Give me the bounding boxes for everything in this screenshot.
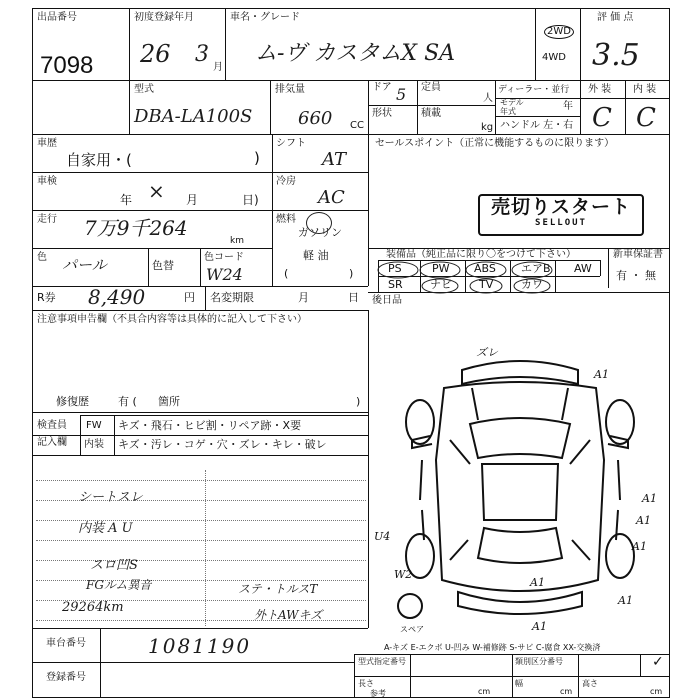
drive-2wd: 2WD bbox=[544, 25, 574, 39]
fuel-light-oil: 軽 油 bbox=[303, 249, 329, 262]
equip-leather: カワ bbox=[521, 278, 543, 291]
yen-unit: 円 bbox=[184, 291, 195, 304]
color-change-label: 色替 bbox=[152, 259, 174, 272]
rear-items-label: 後日品 bbox=[372, 295, 402, 306]
damage-mark-left-w2: W2 bbox=[394, 568, 413, 581]
fw-label: FW bbox=[86, 420, 102, 431]
check-mark: ✓ bbox=[652, 654, 664, 670]
interior-inspect-items: キズ・汚レ・コゲ・穴・ズレ・キレ・破レ bbox=[118, 438, 327, 451]
equip-navi: ナビ bbox=[430, 278, 452, 291]
shift-label: シフト bbox=[276, 138, 306, 149]
height-label: 高さ bbox=[582, 679, 598, 688]
handle-label: ハンドル 左・右 bbox=[500, 120, 574, 131]
fw-items: キズ・飛石・ヒビ割・リペア跡・X要 bbox=[118, 419, 302, 432]
model-label: 型式 bbox=[134, 84, 154, 95]
sales-points-label: セールスポイント（正常に機能するものに限ります） bbox=[375, 138, 615, 149]
inspector-label-1: 検査員 bbox=[37, 420, 67, 431]
inspection-year-unit: 年 bbox=[120, 193, 133, 207]
ref-label: 参考 bbox=[370, 689, 386, 698]
color-code-value: W24 bbox=[206, 265, 243, 284]
mileage-value: 7万9千264 bbox=[84, 216, 188, 240]
warranty-value: 有 ・ 無 bbox=[616, 269, 656, 282]
name-change-month: 月 bbox=[298, 291, 309, 304]
spare-label: スペア bbox=[400, 625, 424, 634]
color-value: パール bbox=[62, 256, 107, 274]
note-seat-wear: シートスレ bbox=[78, 490, 143, 505]
equip-sr: SR bbox=[388, 278, 403, 291]
model-year-unit: 年 bbox=[563, 101, 573, 112]
inspection-label: 車検 bbox=[37, 176, 57, 187]
kg-unit: kg bbox=[481, 122, 494, 133]
name-change-day: 日 bbox=[348, 291, 359, 304]
sellout-stamp bbox=[478, 194, 644, 236]
fuel-paren-close: ) bbox=[349, 267, 354, 280]
equip-abs: ABS bbox=[474, 262, 496, 275]
shape-label: 形状 bbox=[372, 108, 392, 119]
model-code: DBA-LA100S bbox=[134, 106, 253, 127]
capacity-label: 定員 bbox=[421, 82, 441, 93]
repair-close-paren: ) bbox=[356, 395, 361, 408]
recycle-value: 8,490 bbox=[88, 285, 146, 309]
damage-mark-bottom: A1 bbox=[532, 620, 547, 633]
width-cm: cm bbox=[560, 687, 573, 696]
equip-ps: PS bbox=[388, 262, 402, 275]
repair-value: 有 ( bbox=[118, 395, 137, 408]
exterior-label: 外 装 bbox=[588, 84, 612, 95]
car-name: ム-ヴ カスタムX SA bbox=[255, 41, 456, 66]
length-cm: cm bbox=[478, 687, 491, 696]
note-interior: 内装 A U bbox=[78, 521, 133, 536]
displacement-value: 660 bbox=[298, 108, 333, 129]
month-unit: 月 bbox=[213, 62, 223, 73]
ac-value: AC bbox=[318, 187, 345, 208]
inspector-label-2: 記入欄 bbox=[37, 437, 67, 448]
chassis-number: 1081190 bbox=[148, 634, 252, 658]
exterior-grade: C bbox=[592, 103, 612, 133]
damage-mark-right-2: A1 bbox=[636, 514, 651, 527]
interior-inspect-label: 内装 bbox=[84, 439, 104, 450]
dealer-label: ディーラー・並行 bbox=[498, 85, 570, 95]
score: 3.5 bbox=[592, 38, 640, 73]
history-value: 自家用・( bbox=[66, 151, 132, 169]
mileage-label: 走行 bbox=[37, 214, 57, 225]
history-close-paren: ) bbox=[254, 149, 260, 167]
equip-airbag: エアB bbox=[521, 262, 551, 275]
fuel-paren-open: ( bbox=[284, 267, 289, 280]
interior-grade: C bbox=[636, 103, 656, 133]
shift-value: AT bbox=[322, 149, 347, 170]
class-label: 類別区分番号 bbox=[515, 657, 563, 666]
inspection-day-unit: 日) bbox=[242, 193, 259, 207]
sellout-stamp-sub: SELLOUT bbox=[535, 218, 587, 228]
note-steering: ステ・トルスT bbox=[238, 582, 318, 596]
fuel-circle-mark bbox=[306, 212, 332, 234]
car-diagram bbox=[372, 340, 668, 640]
cc-unit: CC bbox=[350, 120, 364, 131]
doors-value: 5 bbox=[396, 85, 407, 104]
lot-number-label: 出品番号 bbox=[37, 12, 77, 23]
load-label: 積載 bbox=[421, 108, 441, 119]
inspection-month-unit: 月 bbox=[186, 193, 199, 207]
lot-number: 7098 bbox=[40, 52, 94, 79]
note-mileage: 29264km bbox=[62, 600, 124, 615]
damage-mark-top: ズレ bbox=[476, 346, 498, 359]
color-code-label: 色コード bbox=[204, 252, 244, 263]
note-noise: FGルム異音 bbox=[86, 578, 152, 592]
damage-legend: A-キズ E-エクボ U-凹み W-補修跡 S-サビ C-腐食 XX-交換済 bbox=[384, 643, 601, 652]
history-label: 車歴 bbox=[37, 138, 57, 149]
first-registration-year: 26 bbox=[140, 40, 171, 68]
length-label: 長さ bbox=[358, 679, 374, 688]
car-name-label: 車名・グレード bbox=[230, 12, 300, 23]
km-unit: km bbox=[230, 236, 244, 246]
color-label: 色 bbox=[37, 252, 47, 263]
width-label: 幅 bbox=[515, 679, 523, 688]
damage-mark-right-1: A1 bbox=[642, 492, 657, 505]
registration-label: 登録番号 bbox=[46, 672, 86, 683]
doors-label: ドア bbox=[372, 82, 392, 93]
equip-tv: TV bbox=[479, 278, 494, 291]
type-cert-label: 型式指定番号 bbox=[358, 657, 406, 666]
chassis-label: 車台番号 bbox=[46, 638, 86, 649]
score-label: 評 価 点 bbox=[597, 12, 634, 23]
repair-label: 修復歴 bbox=[56, 395, 89, 408]
name-change-label: 名変期限 bbox=[210, 291, 254, 304]
person-unit: 人 bbox=[483, 93, 493, 104]
damage-mark-right-3: A1 bbox=[632, 540, 647, 553]
equip-pw: PW bbox=[432, 262, 450, 275]
first-registration-label: 初度登録年月 bbox=[134, 12, 194, 23]
notes-label: 注意事項申告欄（不具合内容等は具体的に記入して下さい） bbox=[37, 314, 307, 325]
repair-suffix: 箇所 bbox=[158, 395, 180, 408]
height-cm: cm bbox=[650, 687, 663, 696]
equipment-circles bbox=[368, 256, 608, 296]
first-registration-month: 3 bbox=[195, 42, 209, 67]
recycle-label: R券 bbox=[37, 291, 56, 304]
equipment-label: 装備品（純正品に限り〇をつけて下さい） bbox=[386, 249, 576, 260]
damage-mark-front-right: A1 bbox=[594, 368, 609, 381]
inspection-mark: × bbox=[148, 179, 165, 203]
equip-aw: AW bbox=[574, 262, 592, 275]
warranty-label: 新車保証書 bbox=[613, 249, 663, 260]
model-year-label: モデル年式 bbox=[500, 98, 524, 116]
note-aw-scratch: 外トAWキズ bbox=[254, 608, 323, 622]
fuel-gasoline: ガソリン bbox=[298, 226, 342, 239]
damage-mark-rear: A1 bbox=[530, 576, 545, 589]
displacement-label: 排気量 bbox=[275, 84, 305, 95]
interior-label: 内 装 bbox=[633, 84, 657, 95]
drive-4wd: 4WD bbox=[542, 52, 566, 63]
damage-mark-left-u4: U4 bbox=[374, 530, 391, 543]
sellout-stamp-main: 売切りスタート bbox=[490, 196, 631, 218]
fuel-label: 燃料 bbox=[276, 214, 296, 225]
damage-mark-rear-right: A1 bbox=[618, 594, 633, 607]
note-slide-dent: スロ凹S bbox=[90, 558, 138, 573]
ac-label: 冷房 bbox=[276, 176, 296, 187]
